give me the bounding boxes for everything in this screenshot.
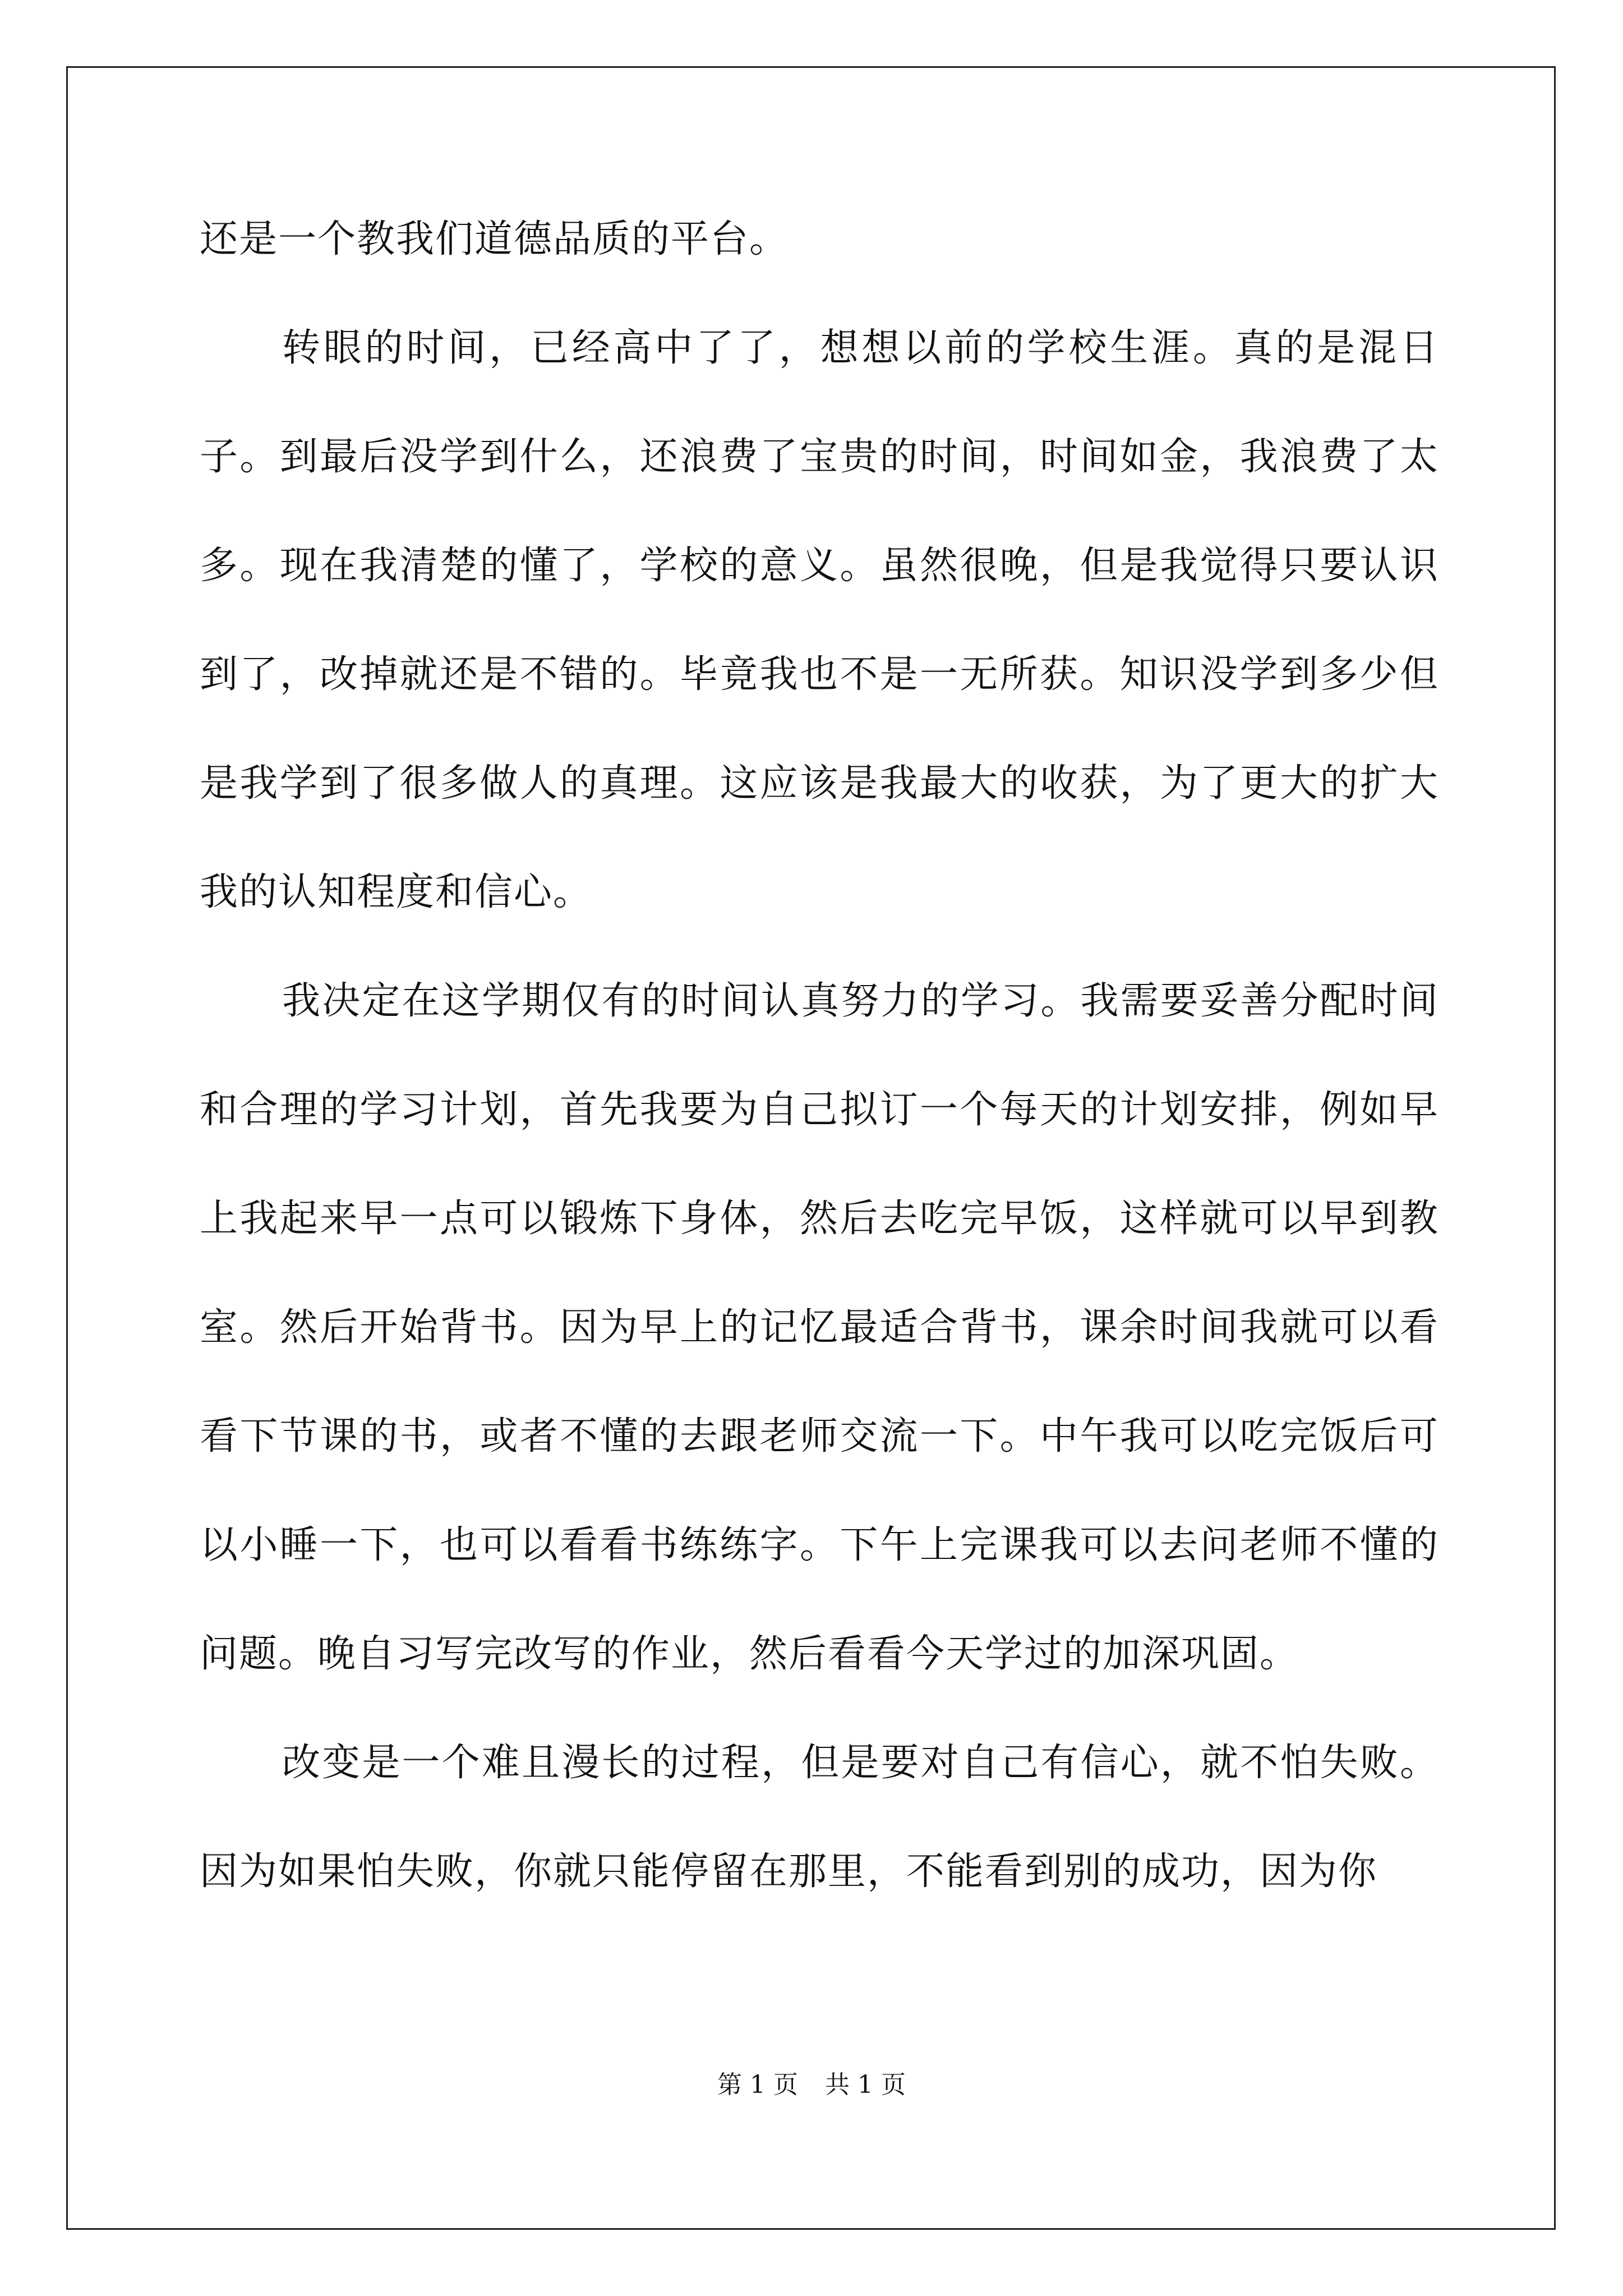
page-total: 共 1 页 [825, 2070, 906, 2099]
paragraph-2: 转眼的时间，已经高中了了，想想以前的学校生涯。真的是混日子。到最后没学到什么，还浪费了宝贵的时间，时间如金，我浪费了太多。现在我清楚的懂了，学校的意义。虽然很晚，但是我觉得只要认识到了，改掉就还是不错的。毕竟我也不是一无所获。知识没学到多少但是我学到了很多做人的真理。这应该是我最大的收获，为了更大的扩大我的认知程度和信心。 [200, 326, 1439, 914]
page-number: 第 1 页 [717, 2070, 798, 2099]
document-body [200, 185, 1439, 1926]
page-footer [0, 2064, 1623, 2100]
paragraph-3: 我决定在这学期仅有的时间认真努力的学习。我需要妥善分配时间和合理的学习计划，首先我要为自己拟订一个每天的计划安排，例如早上我起来早一点可以锻炼下身体，然后去吃完早饭，这样就可以早到教室。然后开始背书。因为早上的记忆最适合背书，课余时间我就可以看看下节课的书，或者不懂的去跟老师交流一下。中午我可以吃完饭后可以小睡一下，也可以看看书练练字。下午上完课我可以去问老师不懂的问题。晚自习写完改写的作业，然后看看今天学过的加深巩固。 [200, 979, 1439, 1676]
paragraph-4: 改变是一个难且漫长的过程，但是要对自己有信心，就不怕失败。因为如果怕失败，你就只能停留在那里，不能看到别的成功，因为你 [200, 1741, 1439, 1894]
paragraph-1: 还是一个教我们道德品质的平台。 [200, 217, 789, 261]
